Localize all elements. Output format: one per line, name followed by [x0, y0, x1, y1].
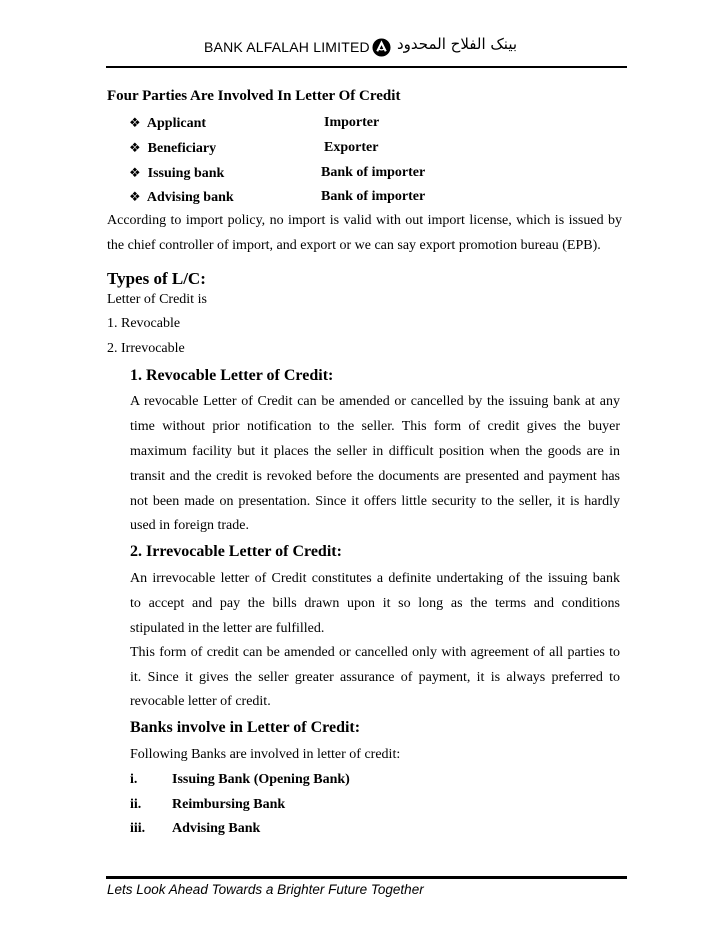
revocable-line: not been made on presentation. Since it offers little security to the seller, it is hardly: [130, 494, 620, 509]
banks-heading: Banks involve in Letter of Credit:: [130, 719, 361, 736]
party-item: [129, 189, 234, 206]
bank-name-urdu: بینک الفلاح المحدود: [397, 35, 518, 53]
revocable-heading: 1. Revocable Letter of Credit:: [130, 367, 334, 384]
bank-numeral: iii.: [130, 821, 146, 836]
policy-line: the chief controller of import, and export or we can say export promotion bureau (EPB).: [107, 238, 601, 253]
types-heading: Types of L/C:: [107, 269, 206, 288]
policy-line: According to import policy, no import is valid with out import license, which is issued by: [107, 213, 622, 228]
irrevocable-line: it. Since it gives the seller greater assurance of payment, it is always preferred to: [130, 670, 620, 685]
party-value: Bank of importer: [321, 189, 426, 204]
irrevocable-line: revocable letter of credit.: [130, 694, 271, 709]
diamond-bullet-icon: ❖: [129, 115, 141, 130]
bank-name-item: Issuing Bank (Opening Bank): [172, 772, 350, 787]
party-value: Importer: [324, 115, 380, 130]
diamond-bullet-icon: ❖: [129, 189, 141, 204]
diamond-bullet-icon: ❖: [129, 140, 141, 155]
party-value: Exporter: [324, 140, 379, 155]
types-intro: Letter of Credit is: [107, 292, 207, 307]
party-item: [129, 140, 216, 157]
parties-heading: Four Parties Are Involved In Letter Of Credit: [107, 88, 401, 104]
revocable-line: maximum facility but it places the seller in difficult position when the goods are in: [130, 444, 620, 459]
types-list-item: 2. Irrevocable: [107, 341, 185, 356]
diamond-bullet-icon: ❖: [129, 165, 141, 180]
header-rule: [106, 66, 627, 68]
party-value: Bank of importer: [321, 165, 426, 180]
party-role: Applicant: [146, 116, 207, 131]
bank-name-item: Advising Bank: [172, 821, 261, 836]
irrevocable-heading: 2. Irrevocable Letter of Credit:: [130, 543, 342, 560]
party-item: [129, 115, 206, 132]
footer-rule: [106, 876, 627, 879]
irrevocable-line: to accept and pay the bills drawn upon it so long as the terms and conditions: [130, 596, 620, 611]
party-role: Beneficiary: [147, 141, 217, 156]
party-item: [129, 165, 224, 182]
irrevocable-line: An irrevocable letter of Credit constitutes a definite undertaking of the issuing bank: [130, 571, 620, 586]
party-role: Issuing bank: [147, 166, 225, 181]
bank-logo-icon: [372, 38, 391, 57]
bank-numeral: ii.: [130, 797, 142, 812]
banks-intro: Following Banks are involved in letter of credit:: [130, 747, 401, 762]
bank-numeral: i.: [130, 772, 138, 787]
revocable-line: A revocable Letter of Credit can be amended or cancelled by the issuing bank at any: [130, 394, 620, 409]
types-list-item: 1. Revocable: [107, 316, 181, 331]
party-role: Advising bank: [146, 190, 234, 205]
irrevocable-line: stipulated in the letter are fulfilled.: [130, 621, 325, 636]
bank-name-item: Reimbursing Bank: [172, 797, 286, 812]
revocable-line: used in foreign trade.: [130, 518, 249, 533]
irrevocable-line: This form of credit can be amended or cancelled only with agreement of all parties to: [130, 645, 620, 660]
revocable-line: time without prior notification to the seller. This form of credit gives the buyer: [130, 419, 620, 434]
bank-name: BANK ALFALAH LIMITED: [204, 39, 370, 55]
revocable-line: transit and the credit is revoked before the documents are presented and payment has: [130, 469, 620, 484]
footer-tagline: Lets Look Ahead Towards a Brighter Future Together: [107, 882, 424, 897]
